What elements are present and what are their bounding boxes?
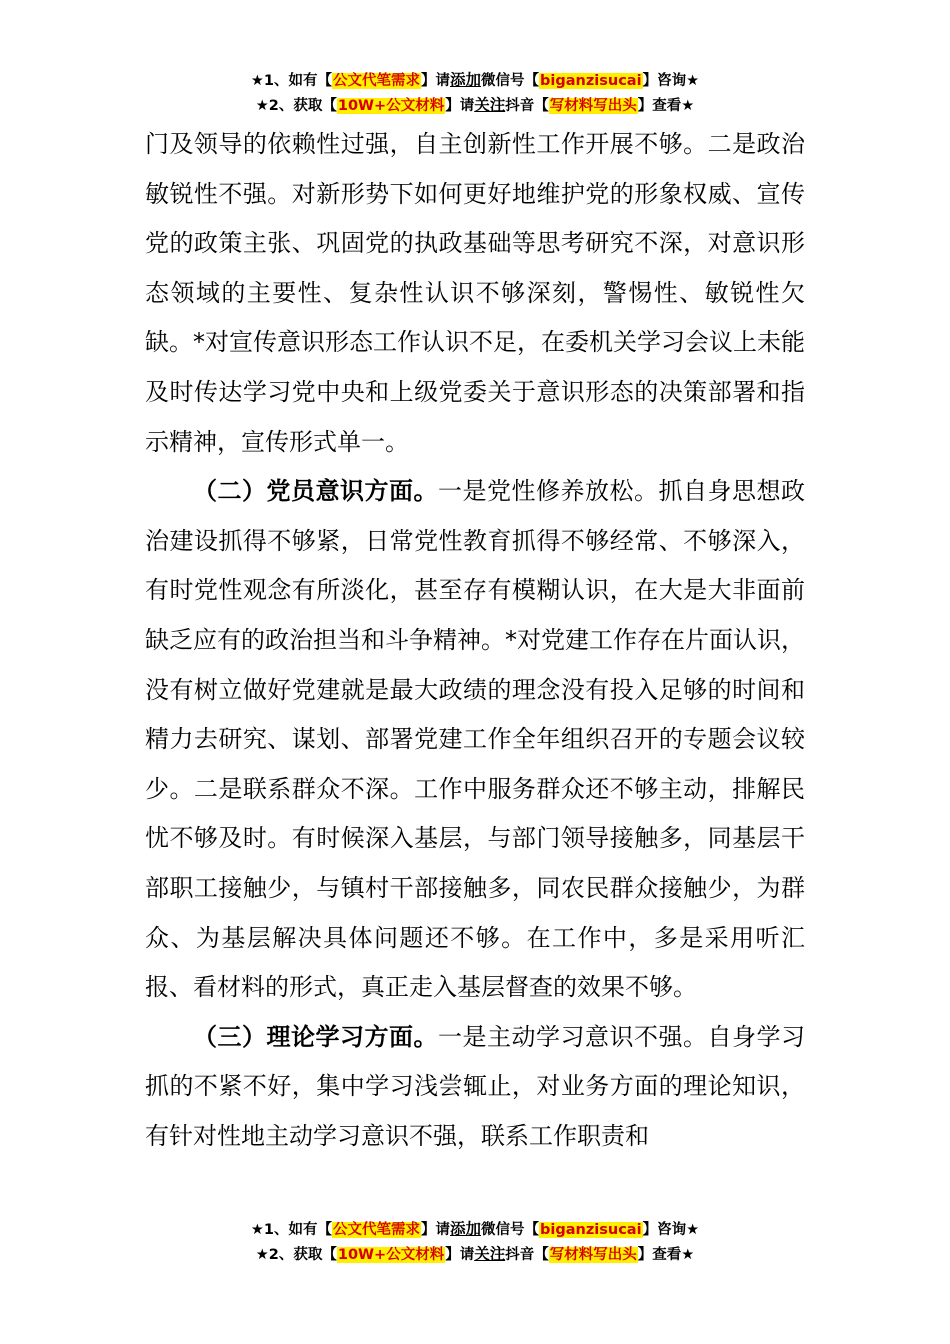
section-heading: （三）理论学习方面。 [193, 1022, 438, 1051]
paragraph-3: （三）理论学习方面。一是主动学习意识不强。自身学习抓的不紧不好，集中学习浅尝辄止，对业务方面的理论知识，有针对性地主动学习意识不强，联系工作职责和 [145, 1022, 805, 1150]
paragraph-1: 门及领导的依赖性过强，自主创新性工作开展不够。二是政治敏锐性不强。对新形势下如何更好地维护党的形象权威、宣传党的政策主张、巩固党的执政基础等思考研究不深，对意识形态领域的主要性、复杂性认识不够深刻，警惕性、敏锐性欠缺。*对宣传意识形态工作认识不足，在委机关学习会议上未能及时传达学习党中央和上级党委关于意识形态的决策部署和指示精神，宣传形式单一。 [145, 130, 805, 456]
document-body [145, 120, 805, 1161]
banner-line-2: ★2、获取【10W+公文材料】请关注抖音【写材料写出头】查看★ [255, 1245, 695, 1263]
banner-line-2: ★2、获取【10W+公文材料】请关注抖音【写材料写出头】查看★ [255, 96, 695, 114]
highlight-materials: 10W+公文材料 [337, 98, 445, 114]
paragraph-2: （二）党员意识方面。一是党性修养放松。抓自身思想政治建设抓得不够紧，日常党性教育抓得不够经常、不够深入，有时党性观念有所淡化，甚至存有模糊认识，在大是大非面前缺乏应有的政治担当和斗争精神。*对党建工作存在片面认识，没有树立做好党建就是最大政绩的理念没有投入足够的时间和精力去研究、谋划、部署党建工作全年组织召开的专题会议较少。二是联系群众不深。工作中服务群众还不够主动，排解民忧不够及时。有时候深入基层，与部门领导接触多，同基层干部职工接触少，与镇村干部接触多，同农民群众接触少，为群众、为基层解决具体问题还不够。在工作中，多是采用听汇报、看材料的形式，真正走入基层督查的效果不够。 [145, 477, 805, 1002]
highlight-materials: 10W+公文材料 [337, 1247, 445, 1263]
highlight-wechat-id: biganzisucai [540, 73, 642, 89]
highlight-service: 公文代笔需求 [333, 1222, 420, 1238]
highlight-wechat-id: biganzisucai [540, 1222, 642, 1238]
highlight-douyin-account: 写材料写出头 [549, 98, 637, 114]
banner-line-1: ★1、如有【公文代笔需求】请添加微信号【biganzisucai】咨询★ [250, 1220, 700, 1238]
banner-line-1: ★1、如有【公文代笔需求】请添加微信号【biganzisucai】咨询★ [250, 71, 700, 89]
header-banner [0, 68, 950, 118]
highlight-service: 公文代笔需求 [333, 73, 420, 89]
highlight-douyin-account: 写材料写出头 [549, 1247, 637, 1263]
footer-banner [0, 1217, 950, 1267]
section-heading: （二）党员意识方面。 [193, 477, 438, 506]
